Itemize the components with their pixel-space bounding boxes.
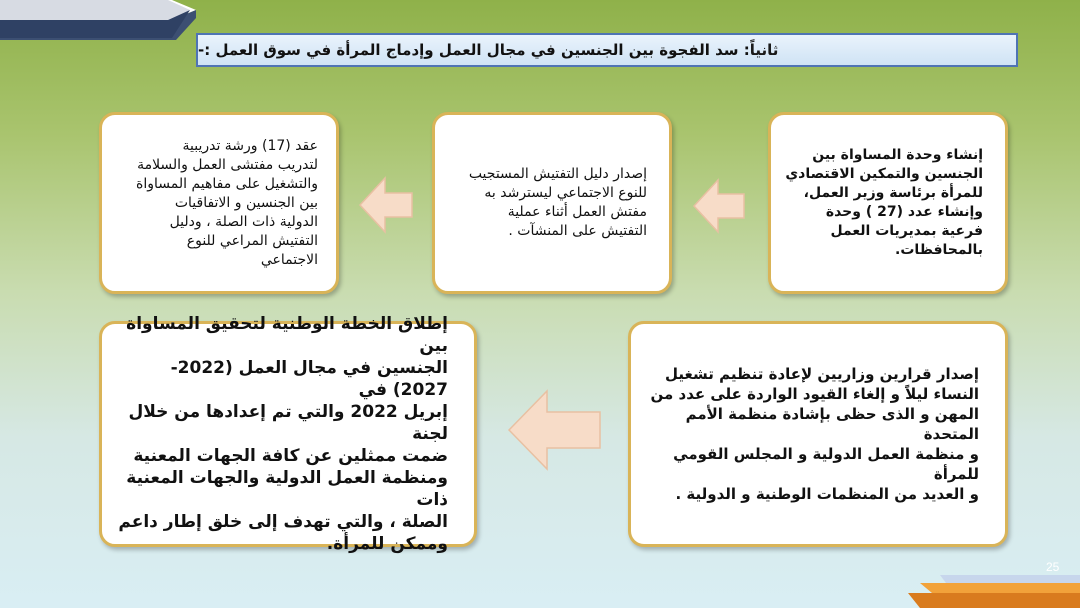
left-arrow-icon: [692, 178, 746, 234]
card-national-plan: [99, 314, 477, 554]
left-arrow-icon: [506, 388, 602, 472]
bottom-decorative-band: [880, 575, 1080, 608]
card-ministerial-decrees: [628, 321, 1008, 547]
title-prefix: ثانياً: [749, 41, 779, 59]
title-text: [198, 41, 778, 59]
left-arrow-icon: [358, 176, 414, 234]
card-training-workshops-text: عقد (17) ورشة تدريبية لتدريب مفتشى العمل والسلامة والتشغيل على مفاهيم المساواة بين الجنسين و الاتفاقيات الدولية ذات الصلة ، ودليل التفتيش المراعي للنوع الاجتماعي: [136, 137, 318, 268]
card-equality-unit: [768, 112, 1008, 294]
card-ministerial-decrees-text: إصدار قرارين وزاريين لإعادة تنظيم تشغيل النساء ليلاً و إلغاء القيود الواردة على عدد من المهن و الذى حظى بإشادة منظمة الأمم المتحدة و منظمة العمل الدولية و المجلس القومي للمرأة و العديد من المنظمات الوطنية و الدولية .: [650, 365, 979, 503]
card-inspection-guide: [432, 112, 672, 294]
card-equality-unit-text: إنشاء وحدة المساواة بين الجنسين والتمكين الاقتصادي للمرأة برئاسة وزير العمل، وإنشاء عدد (27 ) وحدة فرعية بمديريات العمل بالمحافظات.: [785, 147, 983, 258]
slide-title: [196, 33, 1018, 67]
card-national-plan-text: إطلاق الخطة الوطنية لتحقيق المساواة بين الجنسين في مجال العمل (2022- 2027) في إبريل 2022 والتي تم إعدادها من خلال لجنة ضمت ممثلين عن كافة الجهات المعنية ومنظمة العمل الدولية والجهات المعنية ذات الصلة ، والتي تهدف إلى خلق إطار داعم وممكن للمرأة.: [118, 314, 448, 554]
title-body: : سد الفجوة بين الجنسين في مجال العمل وإدماج المرأة في سوق العمل :-: [198, 41, 750, 59]
page-number: 25: [1046, 560, 1060, 574]
card-training-workshops: [99, 112, 339, 294]
card-inspection-guide-text: إصدار دليل التفتيش المستجيب للنوع الاجتماعي ليسترشد به مفتش العمل أثناء عملية التفتيش على المنشآت .: [468, 166, 647, 239]
